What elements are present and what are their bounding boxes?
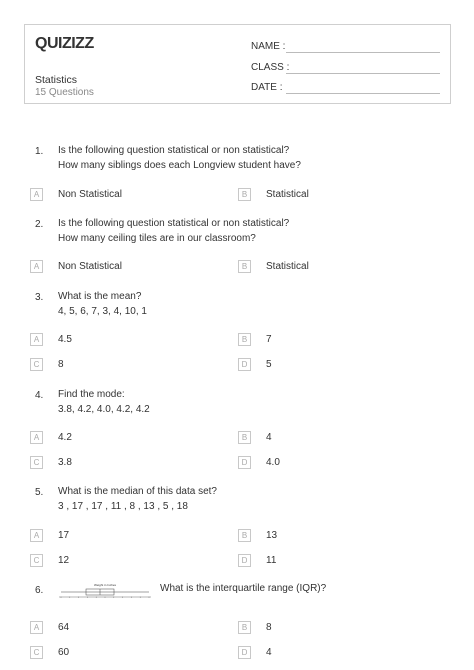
option-letter: B [238, 621, 251, 634]
question-line: 3.8, 4.2, 4.0, 4.2, 4.2 [58, 404, 150, 415]
name-line [286, 52, 440, 53]
option-text: 4.2 [58, 432, 72, 443]
option-text: Statistical [266, 261, 309, 272]
question-number: 6. [35, 585, 44, 596]
question-text: What is the interquartile range (IQR)? [160, 583, 327, 594]
box-plot-ticks [61, 597, 149, 599]
option-text: 64 [58, 622, 70, 633]
question-line: Find the mode: [58, 389, 125, 400]
option-text: 7 [266, 334, 272, 345]
option-text: 5 [266, 359, 272, 370]
option-text: 11 [266, 555, 277, 566]
option-text: 13 [266, 530, 278, 541]
class-line [286, 73, 440, 74]
question-line: Is the following question statistical or non statistical? [58, 218, 290, 229]
box-plot-image [58, 582, 152, 602]
question-text [58, 216, 289, 246]
option-letter: B [238, 188, 251, 201]
option-text: 60 [58, 647, 70, 658]
question-line: How many siblings does each Longview student have? [58, 160, 301, 171]
option-letter: C [30, 456, 43, 469]
option-letter: C [30, 554, 43, 567]
option-letter: D [238, 554, 251, 567]
question-text [58, 484, 217, 514]
option-letter: B [238, 529, 251, 542]
question-number: 4. [35, 390, 44, 401]
quizizz-logo: QUIZIZZ [35, 35, 94, 52]
date-field[interactable] [251, 82, 282, 93]
box-plot-title: Weight in Inches [93, 583, 117, 587]
option-text: Non Statistical [58, 261, 122, 272]
option-text: Non Statistical [58, 189, 122, 200]
option-text: 3.8 [58, 457, 72, 468]
option-letter: D [238, 646, 251, 659]
name-field[interactable] [251, 41, 285, 52]
option-letter: A [30, 260, 43, 273]
option-letter: A [30, 621, 43, 634]
date-label: DATE : [251, 82, 283, 93]
question-number: 3. [35, 292, 44, 303]
class-field[interactable] [251, 62, 289, 73]
question-line: What is the median of this data set? [58, 486, 217, 497]
question-number: 5. [35, 487, 44, 498]
option-text: Statistical [266, 189, 309, 200]
option-text: 8 [58, 359, 64, 370]
option-letter: A [30, 188, 43, 201]
name-label: NAME : [251, 41, 286, 52]
option-text: 4.5 [58, 334, 72, 345]
option-letter: B [238, 260, 251, 273]
question-line: How many ceiling tiles are in our classroom? [58, 233, 256, 244]
option-text: 4 [266, 647, 272, 658]
question-count: 15 Questions [35, 87, 94, 98]
option-letter: B [238, 431, 251, 444]
question-line: 3 , 17 , 17 , 11 , 8 , 13 , 5 , 18 [58, 501, 188, 512]
option-letter: B [238, 333, 251, 346]
worksheet-header [24, 24, 451, 104]
question-number: 1. [35, 146, 44, 157]
question-text [58, 387, 150, 417]
option-text: 17 [58, 530, 70, 541]
option-text: 4 [266, 432, 272, 443]
option-text: 4.0 [266, 457, 280, 468]
question-line: 4, 5, 6, 7, 3, 4, 10, 1 [58, 306, 147, 317]
option-letter: C [30, 646, 43, 659]
option-letter: A [30, 529, 43, 542]
question-number: 2. [35, 219, 44, 230]
option-text: 12 [58, 555, 70, 566]
date-line [286, 93, 440, 94]
option-letter: A [30, 333, 43, 346]
option-text: 8 [266, 622, 272, 633]
worksheet-title: Statistics [35, 74, 78, 86]
question-text [58, 143, 301, 173]
question-line: What is the mean? [58, 291, 142, 302]
option-letter: C [30, 358, 43, 371]
question-line: Is the following question statistical or non statistical? [58, 145, 290, 156]
option-letter: D [238, 456, 251, 469]
question-text [58, 289, 147, 319]
option-letter: A [30, 431, 43, 444]
class-label: CLASS : [251, 62, 290, 73]
option-letter: D [238, 358, 251, 371]
